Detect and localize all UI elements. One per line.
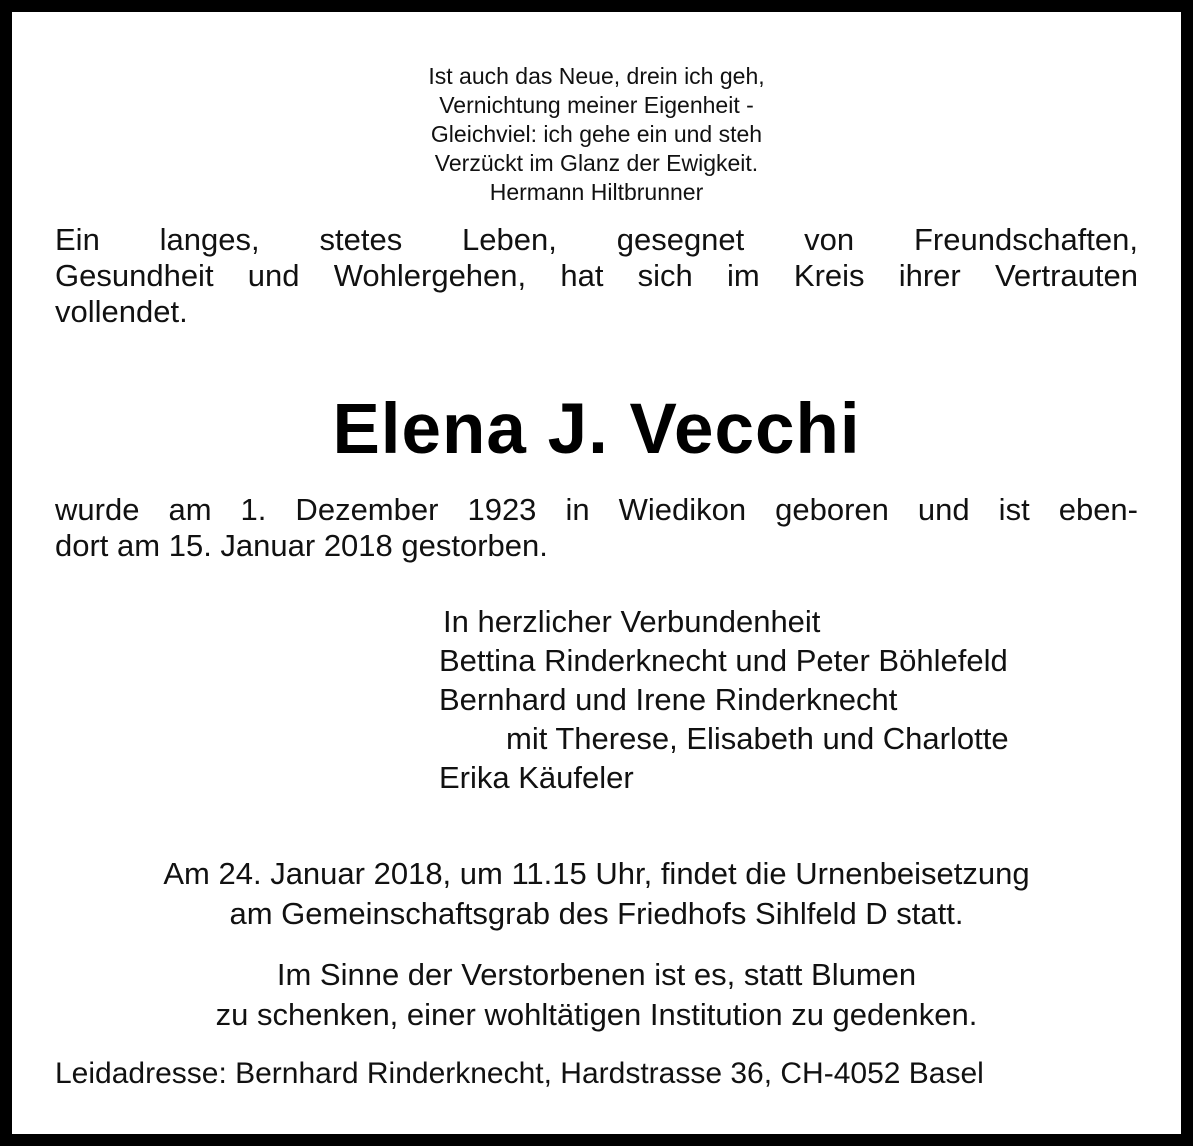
poem-line: Vernichtung meiner Eigenheit - xyxy=(439,92,754,118)
poem-line: Gleichviel: ich gehe ein und steh xyxy=(430,121,763,147)
intro-line: vollendet. xyxy=(55,294,188,329)
life-dates-line: wurde am 1. Dezember 1923 in Wiedikon geboren und ist eben- xyxy=(55,492,1138,527)
intro-line: Gesundheit und Wohlergehen, hat sich im Kreis ihrer Vertrauten xyxy=(55,258,1138,293)
poem-author: Hermann Hiltbrunner xyxy=(489,179,704,205)
donation-line: Im Sinne der Verstorbenen ist es, statt Blumen xyxy=(276,957,917,992)
donation-paragraph xyxy=(12,955,1181,1035)
ceremony-line: Am 24. Januar 2018, um 11.15 Uhr, findet die Urnenbeisetzung xyxy=(163,856,1030,891)
mourner-name: mit Therese, Elisabeth und Charlotte xyxy=(506,721,1009,756)
ceremony-paragraph xyxy=(12,854,1181,934)
ceremony-line: am Gemeinschaftsgrab des Friedhofs Sihlfeld D statt. xyxy=(229,896,964,931)
mourners-block xyxy=(439,602,1009,797)
deceased-name: Elena J. Vecchi xyxy=(332,390,861,469)
poem-line: Ist auch das Neue, drein ich geh, xyxy=(428,63,765,89)
intro-paragraph xyxy=(55,222,1138,330)
epigraph-poem xyxy=(12,62,1181,207)
donation-line: zu schenken, einer wohltätigen Institution zu gedenken. xyxy=(215,997,978,1032)
contact-address: Leidadresse: Bernhard Rinderknecht, Hardstrasse 36, CH-4052 Basel xyxy=(55,1057,984,1090)
poem-line: Verzückt im Glanz der Ewigkeit. xyxy=(434,150,759,176)
intro-line: Ein langes, stetes Leben, gesegnet von Freundschaften, xyxy=(55,222,1138,257)
mourners-heading: In herzlicher Verbundenheit xyxy=(443,604,821,639)
mourner-name: Bernhard und Irene Rinderknecht xyxy=(439,682,898,717)
life-dates-line: dort am 15. Januar 2018 gestorben. xyxy=(55,528,548,563)
mourner-name: Erika Käufeler xyxy=(439,760,634,795)
mourner-name: Bettina Rinderknecht und Peter Böhlefeld xyxy=(439,643,1008,678)
life-dates-paragraph xyxy=(55,492,1138,564)
